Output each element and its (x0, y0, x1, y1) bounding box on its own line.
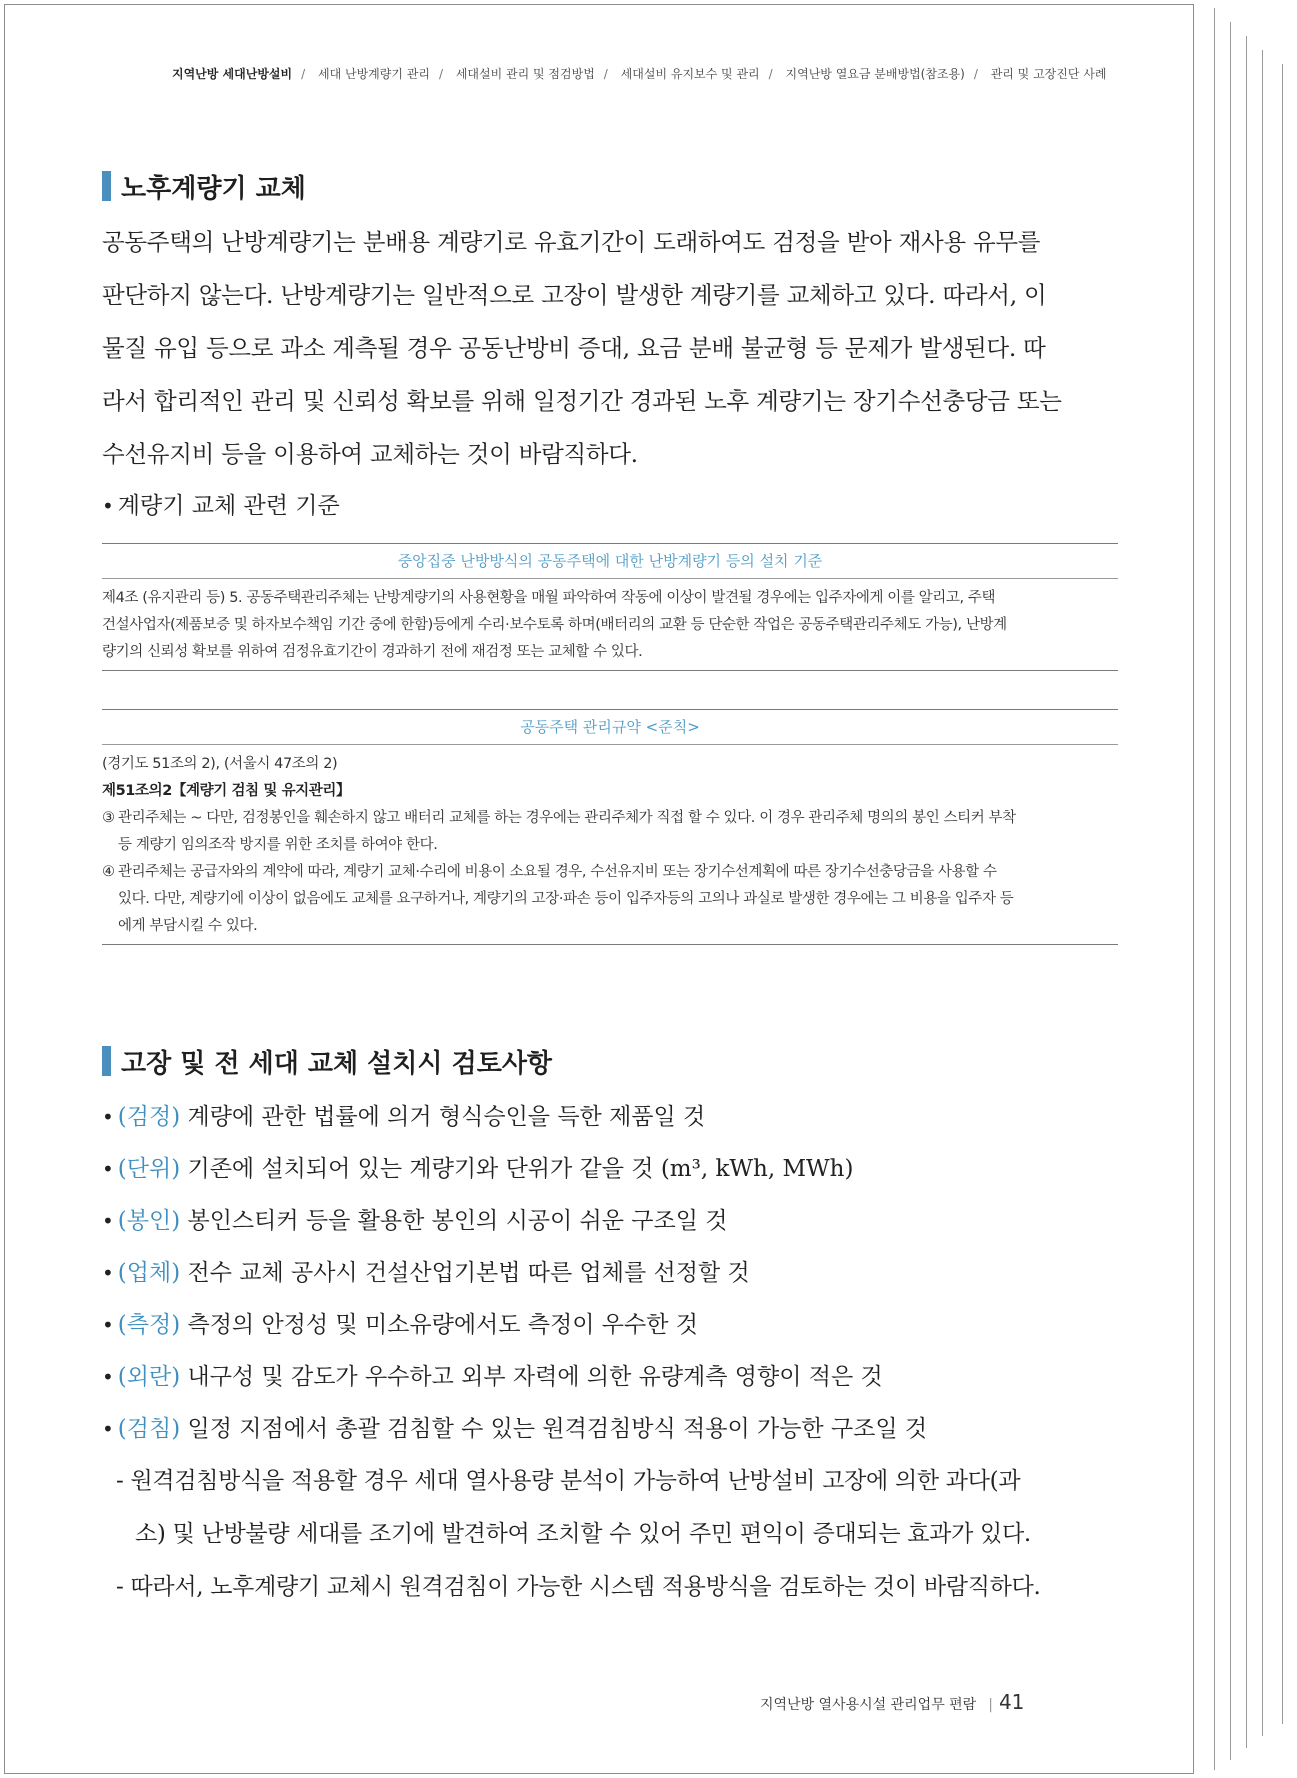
page-edge (1194, 8, 1215, 1770)
page-number: 41 (998, 1690, 1025, 1714)
breadcrumb: 지역난방 세대난방설비 / 세대 난방계량기 관리 / 세대설비 관리 및 점검방법 / 세대설비 유지보수 및 관리 / 지역난방 열요금 분배방법(참조용) / 관리 및 고장진단 사례 (172, 67, 1107, 81)
breadcrumb-item[interactable]: 세대설비 유지보수 및 관리 (620, 67, 760, 81)
sub-note-line: - 따라서, 노후계량기 교체시 원격검침이 가능한 시스템 적용방식을 검토하는 것이 바람직하다. (116, 1574, 1041, 1600)
page-edge (1246, 50, 1263, 1736)
sub-note (102, 1455, 1118, 1614)
paragraph-line: 수선유지비 등을 이용하여 교체하는 것이 바람직하다. (102, 440, 638, 468)
box-text-line: 량기의 신뢰성 확보를 위하여 검정유효기간이 경과하기 전에 재검정 또는 교체할 수 있다. (102, 644, 643, 660)
section-review-items (102, 1043, 1118, 1079)
list-item: • (외란) 내구성 및 감도가 우수하고 외부 자력에 의한 유량계측 영향이 적은 것 (102, 1364, 883, 1390)
sub-note-line: 소) 및 난방불량 세대를 조기에 발견하여 조치할 수 있어 주민 편익이 증대되는 효과가 있다. (135, 1521, 1031, 1547)
bullet-dot-icon: • (102, 1313, 114, 1337)
rule-item: ③ 관리주체는 ~ 다만, 검정봉인을 훼손하지 않고 배터리 교체를 하는 경우에는 관리주체가 직접 할 수 있다. 이 경우 관리주체 명의의 봉인 스티커 부착 등 계량기 임의조작 방지를 위한 조치를 하여야 한다. (102, 805, 1118, 859)
rule-article-title: 제51조의2【계량기 검침 및 유지관리】 (102, 783, 351, 799)
rule-item-line: 등 계량기 임의조작 방지를 위한 조치를 하여야 한다. (118, 837, 438, 853)
paragraph-line: 공동주택의 난방계량기는 분배용 계량기로 유효기간이 도래하여도 검정을 받아 재사용 유무를 (102, 228, 1041, 256)
list-item: • (검정) 계량에 관한 법률에 의거 형식승인을 득한 제품일 것 (102, 1104, 706, 1130)
rule-item-line: 관리주체는 ~ 다만, 검정봉인을 훼손하지 않고 배터리 교체를 하는 경우에는 관리주체가 직접 할 수 있다. 이 경우 관리주체 명의의 봉인 스티커 부착 (118, 810, 1016, 826)
box-title: 중앙집중 난방방식의 공동주택에 대한 난방계량기 등의 설치 기준 (102, 544, 1118, 579)
regulation-box-management-rules (102, 709, 1118, 945)
breadcrumb-item[interactable]: 지역난방 세대난방설비 (172, 67, 293, 81)
list-item: • (업체) 전수 교체 공사시 건설산업기본법 따른 업체를 선정할 것 (102, 1260, 750, 1286)
bullet-dot-icon: • (102, 1105, 114, 1129)
breadcrumb-item[interactable]: 관리 및 고장진단 사례 (990, 67, 1107, 81)
criteria-bullet: • 계량기 교체 관련 기준 (102, 493, 340, 519)
bullet-dot-icon: • (102, 1417, 114, 1441)
list-item: • (측정) 측정의 안정성 및 미소유량에서도 측정이 우수한 것 (102, 1312, 698, 1338)
rule-item-line: 있다. 다만, 계량기에 이상이 없음에도 교체를 요구하거나, 계량기의 고장·파손 등이 입주자등의 고의나 과실로 발생한 경우에는 그 비용을 입주자 등 (118, 891, 1014, 907)
box-title: 공동주택 관리규약 <준칙> (102, 710, 1118, 745)
title-accent-bar (102, 171, 111, 201)
list-item: • (봉인) 봉인스티커 등을 활용한 봉인의 시공이 쉬운 구조일 것 (102, 1208, 728, 1234)
page-edge (1230, 36, 1247, 1748)
bullet-dot-icon: • (102, 1209, 114, 1233)
bullet-dot-icon: • (102, 494, 114, 518)
paragraph-line: 판단하지 않는다. 난방계량기는 일반적으로 고장이 발생한 계량기를 교체하고 있다. 따라서, 이 (102, 281, 1047, 309)
review-bullet-list (102, 1091, 1118, 1614)
list-item: • (검침) 일정 지점에서 총괄 검침할 수 있는 원격검침방식 적용이 가능한 구조일 것 (102, 1416, 928, 1442)
body-paragraph (102, 216, 1118, 481)
section-aged-meter-replacement (102, 168, 1118, 204)
paragraph-line: 라서 합리적인 관리 및 신뢰성 확보를 위해 일정기간 경과된 노후 계량기는 장기수선충당금 또는 (102, 387, 1062, 415)
rule-item-line: 관리주체는 공급자와의 계약에 따라, 계량기 교체·수리에 비용이 소요될 경우, 수선유지비 또는 장기수선계획에 따른 장기수선충당금을 사용할 수 (118, 864, 997, 880)
book-title: 지역난방 열사용시설 관리업무 편람 (760, 1697, 977, 1713)
sub-note-line: - 원격검침방식을 적용할 경우 세대 열사용량 분석이 가능하여 난방설비 고장에 의한 과다(과 (116, 1468, 1021, 1494)
bullet-dot-icon: • (102, 1365, 114, 1389)
section-title: 노후계량기 교체 (102, 168, 1118, 204)
rule-item-line: 에게 부담시킬 수 있다. (118, 918, 258, 934)
box-text-line: 제4조 (유지관리 등) 5. 공동주택관리주체는 난방계량기의 사용현황을 매월 파악하여 작동에 이상이 발견될 경우에는 입주자에게 이를 알리고, 주택 (102, 590, 996, 606)
rule-item: ④ 관리주체는 공급자와의 계약에 따라, 계량기 교체·수리에 비용이 소요될 경우, 수선유지비 또는 장기수선계획에 따른 장기수선충당금을 사용할 수 있다. 다만, 계량기에 이상이 없음에도 교체를 요구하거나, 계량기의 고장·파손 등이 입주자등의 고의나 과실로 발생한 경우에는 그 비용을 입주자 등 에게 부담시킬 수 있다. (102, 859, 1118, 940)
bullet-dot-icon: • (102, 1261, 114, 1285)
rule-reference: (경기도 51조의 2), (서울시 47조의 2) (102, 756, 338, 772)
page-edge (1214, 22, 1231, 1760)
section-title: 고장 및 전 세대 교체 설치시 검토사항 (102, 1043, 1118, 1079)
page-edge (1262, 64, 1283, 1724)
title-accent-bar (102, 1046, 111, 1076)
footer-divider: | (988, 1697, 993, 1713)
breadcrumb-item[interactable]: 지역난방 열요금 분배방법(참조용) (785, 67, 965, 81)
page-footer (760, 1690, 1024, 1714)
breadcrumb-item[interactable]: 세대설비 관리 및 점검방법 (455, 67, 595, 81)
bullet-dot-icon: • (102, 1157, 114, 1181)
paragraph-line: 물질 유입 등으로 과소 계측될 경우 공동난방비 증대, 요금 분배 불균형 등 문제가 발생된다. 따 (102, 334, 1046, 362)
list-item: • (단위) 기존에 설치되어 있는 계량기와 단위가 같을 것 (m³, kWh, MWh) (102, 1156, 854, 1182)
box-text-line: 건설사업자(제품보증 및 하자보수책임 기간 중에 한함)등에게 수리·보수토록 하며(배터리의 교환 등 단순한 작업은 공동주택관리주체도 가능), 난방계 (102, 617, 1007, 633)
breadcrumb-item[interactable]: 세대 난방계량기 관리 (317, 67, 430, 81)
regulation-box-installation-standard (102, 543, 1118, 671)
